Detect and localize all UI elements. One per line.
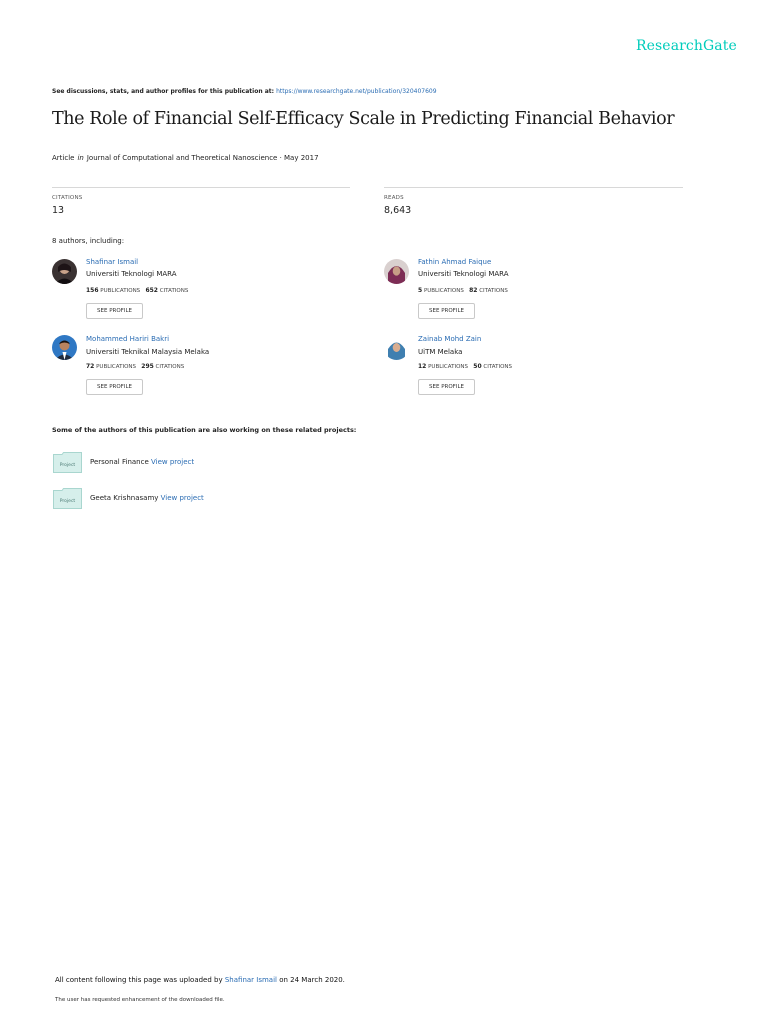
see-profile-button[interactable]: SEE PROFILE (86, 379, 143, 395)
author-name-link[interactable]: Shafinar Ismail (86, 258, 139, 266)
author-publications-count: 72 (86, 363, 95, 370)
project-row (90, 458, 194, 466)
author-institution: Universiti Teknologi MARA (86, 270, 177, 278)
reads-divider (384, 187, 683, 188)
authors-heading: 8 authors, including: (52, 237, 125, 245)
upload-suffix: on 24 March 2020. (279, 976, 345, 984)
author-stats (418, 363, 512, 370)
project-icon-label: Project (59, 463, 76, 468)
see-profile-button[interactable]: SEE PROFILE (418, 303, 475, 319)
publication-url-link[interactable]: https://www.researchgate.net/publication/320407609 (276, 88, 437, 95)
project-icon-label: Project (59, 499, 76, 504)
publications-label: PUBLICATIONS (428, 364, 469, 370)
related-projects-heading: Some of the authors of this publication are also working on these related projects: (52, 426, 357, 434)
author-name-link[interactable]: Mohammed Hariri Bakri (86, 335, 170, 343)
avatar[interactable] (52, 259, 77, 284)
project-name: Geeta Krishnasamy (90, 494, 159, 502)
upload-prefix: All content following this page was uploaded by (55, 976, 223, 984)
avatar[interactable] (384, 259, 409, 284)
enhancement-note: The user has requested enhancement of the downloaded file. (55, 997, 225, 1003)
author-stats (86, 287, 188, 294)
citations-label: CITATIONS (159, 288, 189, 294)
author-stats (86, 363, 184, 370)
publication-meta (52, 154, 319, 162)
author-publications-count: 156 (86, 287, 99, 294)
author-name-link[interactable]: Fathin Ahmad Faique (418, 258, 492, 266)
see-profile-button[interactable]: SEE PROFILE (418, 379, 475, 395)
publications-label: PUBLICATIONS (96, 364, 137, 370)
researchgate-logo[interactable]: ResearchGate (636, 38, 737, 54)
reads-value: 8,643 (384, 205, 412, 216)
citations-divider (52, 187, 350, 188)
uploader-link[interactable]: Shafinar Ismail (224, 976, 277, 984)
author-institution: Universiti Teknologi MARA (418, 270, 509, 278)
author-institution: UiTM Melaka (418, 348, 463, 356)
author-citations-count: 82 (469, 287, 478, 294)
project-folder-icon (53, 452, 82, 473)
meta-in: in (77, 154, 84, 162)
reads-label: READS (384, 195, 404, 201)
citations-label: CITATIONS (479, 288, 508, 294)
see-discussions-line (52, 88, 437, 95)
project-row (90, 494, 204, 502)
project-name: Personal Finance (90, 458, 149, 466)
project-folder-icon (53, 488, 82, 509)
citations-value: 13 (52, 205, 65, 216)
citations-label: CITATIONS (483, 364, 513, 370)
citations-label: CITATIONS (155, 364, 185, 370)
publication-title: The Role of Financial Self-Efficacy Scale in Predicting Financial Behavior (52, 109, 675, 129)
view-project-link[interactable]: View project (160, 494, 204, 502)
view-project-link[interactable]: View project (151, 458, 195, 466)
avatar[interactable] (384, 335, 409, 360)
author-publications-count: 5 (418, 287, 423, 294)
see-profile-button[interactable]: SEE PROFILE (86, 303, 143, 319)
author-institution: Universiti Teknikal Malaysia Melaka (86, 348, 210, 356)
journal-name: Journal of Computational and Theoretical Nanoscience · May 2017 (86, 154, 319, 162)
publications-label: PUBLICATIONS (100, 288, 141, 294)
author-stats (418, 287, 508, 294)
author-citations-count: 295 (141, 363, 154, 370)
author-name-link[interactable]: Zainab Mohd Zain (418, 335, 482, 343)
upload-notice (55, 976, 345, 984)
author-citations-count: 652 (145, 287, 158, 294)
citations-label: CITATIONS (52, 195, 83, 201)
author-publications-count: 12 (418, 363, 427, 370)
avatar[interactable] (52, 335, 77, 360)
publications-label: PUBLICATIONS (423, 288, 464, 294)
see-discussions-text: See discussions, stats, and author profiles for this publication at: (52, 88, 275, 95)
publication-type: Article (52, 154, 75, 162)
author-citations-count: 50 (473, 363, 482, 370)
